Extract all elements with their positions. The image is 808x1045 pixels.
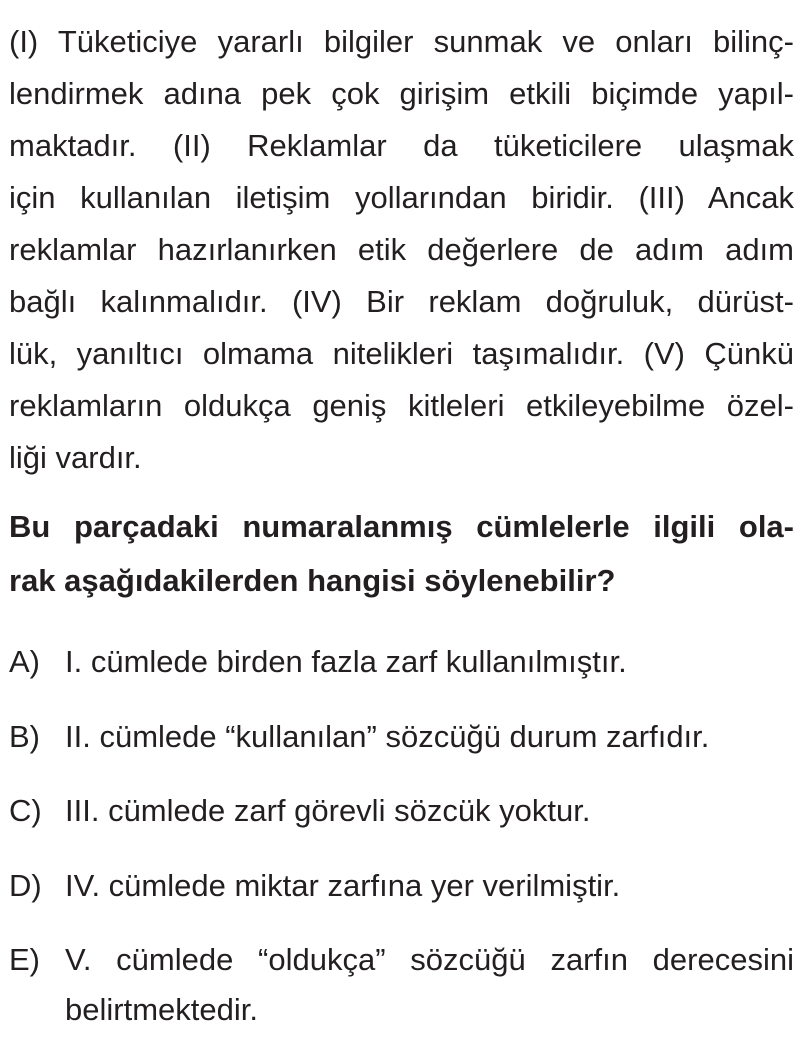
- option-text: I. cümlede birden fazla zarf kullanılmıştır.: [65, 644, 627, 679]
- passage-line: reklamların oldukça geniş kitleleri etkileyebilme özel-: [9, 388, 794, 423]
- passage-line: (I) Tüketiciye yararlı bilgiler sunmak ve onları bilinç-: [9, 24, 794, 59]
- passage-line: reklamlar hazırlanırken etik değerlere de adım adım: [9, 232, 794, 267]
- option-text: IV. cümlede miktar zarfına yer verilmiştir.: [65, 868, 621, 903]
- option-letter: A): [9, 644, 40, 679]
- question-line: Bu parçadaki numaralanmış cümlelerle ilgili ola-: [9, 509, 794, 544]
- option-text: III. cümlede zarf görevli sözcük yoktur.: [65, 793, 591, 828]
- passage-line: bağlı kalınmalıdır. (IV) Bir reklam doğruluk, dürüst-: [9, 284, 794, 319]
- reading-passage: [9, 16, 794, 484]
- question-line: rak aşağıdakilerden hangisi söylenebilir?: [9, 563, 616, 598]
- option-letter: D): [9, 868, 42, 903]
- passage-line: lendirmek adına pek çok girişim etkili biçimde yapıl-: [9, 76, 794, 111]
- option-text: V. cümlede “oldukça” sözcüğü zarfın derecesini: [65, 942, 794, 977]
- option-text: II. cümlede “kullanılan” sözcüğü durum zarfıdır.: [65, 719, 710, 754]
- passage-line: maktadır. (II) Reklamlar da tüketicilere ulaşmak: [9, 128, 794, 163]
- option-letter: C): [9, 793, 42, 828]
- option-text: belirtmektedir.: [65, 992, 258, 1027]
- passage-line: lük, yanıltıcı olmama nitelikleri taşımalıdır. (V) Çünkü: [9, 336, 794, 371]
- question-stem: [9, 500, 794, 608]
- option-letter: E): [9, 942, 40, 977]
- option-letter: B): [9, 719, 40, 754]
- passage-line: için kullanılan iletişim yollarından biridir. (III) Ancak: [9, 180, 794, 215]
- passage-line: liği vardır.: [9, 440, 142, 475]
